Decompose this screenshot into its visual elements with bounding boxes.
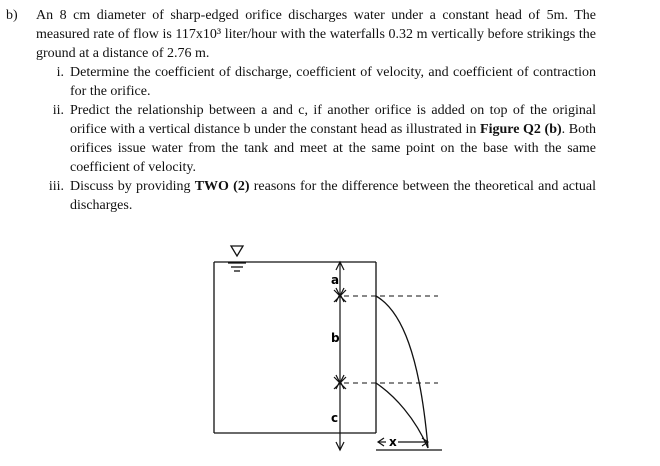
item-text-part: Predict the relationship between a and c, if another orifice is added on top of the original orifice with a vertical distance b under the constant head as illustrated in — [70, 103, 596, 137]
label-b: b — [331, 331, 340, 345]
item-number: iii. — [48, 179, 64, 194]
item-text — [70, 177, 596, 215]
list-item — [36, 63, 596, 101]
question-label: b) — [6, 8, 18, 23]
water-surface-icon — [231, 246, 243, 256]
item-number: ii. — [52, 103, 64, 118]
label-a: a — [331, 273, 340, 287]
label-x: x — [389, 435, 397, 449]
question-block — [6, 6, 596, 215]
item-text-part: . Both orifices issue water from the tank and meet at the same point on the base with the same coefficient of velocity. — [70, 122, 596, 175]
figure-reference: Figure Q2 (b) — [480, 122, 562, 137]
list-item — [36, 177, 596, 215]
item-number: i. — [56, 65, 64, 80]
tank-orifice-figure — [210, 236, 450, 461]
emphasis-count: TWO (2) — [194, 179, 250, 194]
item-text: Determine the coefficient of discharge, coefficient of velocity, and coefficient of contraction for the orifice. — [70, 65, 596, 99]
list-item — [36, 101, 596, 177]
item-text — [70, 101, 596, 177]
question-intro: An 8 cm diameter of sharp-edged orifice discharges water under a constant head of 5m. The measured rate of flow is 117x10³ liter/hour with the waterfalls 0.32 m vertically before strikings the ground at a distance of 2.76 m. — [36, 8, 596, 61]
item-text-part: Discuss by providing — [70, 179, 195, 194]
upper-jet — [376, 296, 428, 448]
label-c: c — [331, 411, 339, 425]
item-text-part: reasons for the difference between the theoretical and actual discharges. — [70, 179, 596, 213]
